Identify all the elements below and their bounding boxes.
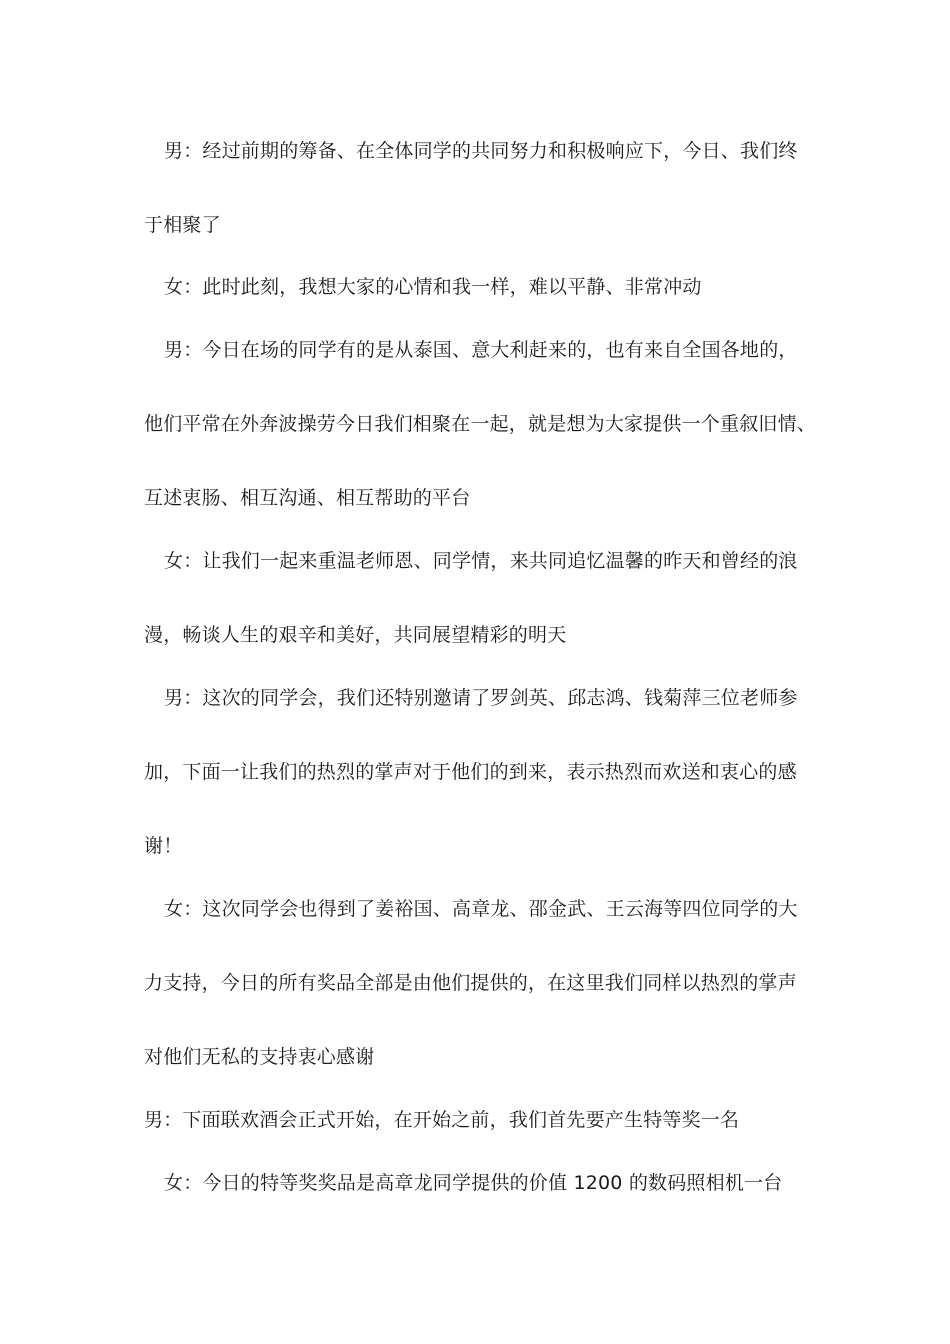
- text-line: 互述衷肠、相互沟通、相互帮助的平台: [144, 487, 471, 509]
- text-line: 男：今日在场的同学有的是从泰国、意大利赶来的，也有来自全国各地的，: [164, 339, 798, 361]
- text-line: 对他们无私的支持衷心感谢: [144, 1046, 375, 1068]
- text-line: 女：让我们一起来重温老师恩、同学情，来共同追忆温馨的昨天和曾经的浪: [164, 550, 798, 572]
- text-line: 男：这次的同学会，我们还特别邀请了罗剑英、邱志鸿、钱菊萍三位老师参: [164, 687, 798, 709]
- text-line: 女：这次同学会也得到了姜裕国、高章龙、邵金武、王云海等四位同学的大: [164, 898, 798, 920]
- text-line: 女：今日的特等奖奖品是高章龙同学提供的价值 1200 的数码照相机一台: [164, 1172, 783, 1194]
- text-line: 他们平常在外奔波操劳今日我们相聚在一起，就是想为大家提供一个重叙旧情、: [144, 413, 817, 435]
- text-line: 谢！: [144, 835, 183, 857]
- text-line: 男：下面联欢酒会正式开始，在开始之前，我们首先要产生特等奖一名: [144, 1109, 740, 1131]
- text-line: 于相聚了: [144, 214, 221, 236]
- text-line: 男：经过前期的筹备、在全体同学的共同努力和积极响应下，今日、我们终: [164, 140, 798, 162]
- text-line: 女：此时此刻，我想大家的心情和我一样，难以平静、非常冲动: [164, 276, 702, 298]
- text-line: 加，下面一让我们的热烈的掌声对于他们的到来，表示热烈而欢送和衷心的感: [144, 761, 797, 783]
- text-line: 漫，畅谈人生的艰辛和美好，共同展望精彩的明天: [144, 624, 567, 646]
- text-line: 力支持，今日的所有奖品全部是由他们提供的，在这里我们同样以热烈的掌声: [144, 972, 797, 994]
